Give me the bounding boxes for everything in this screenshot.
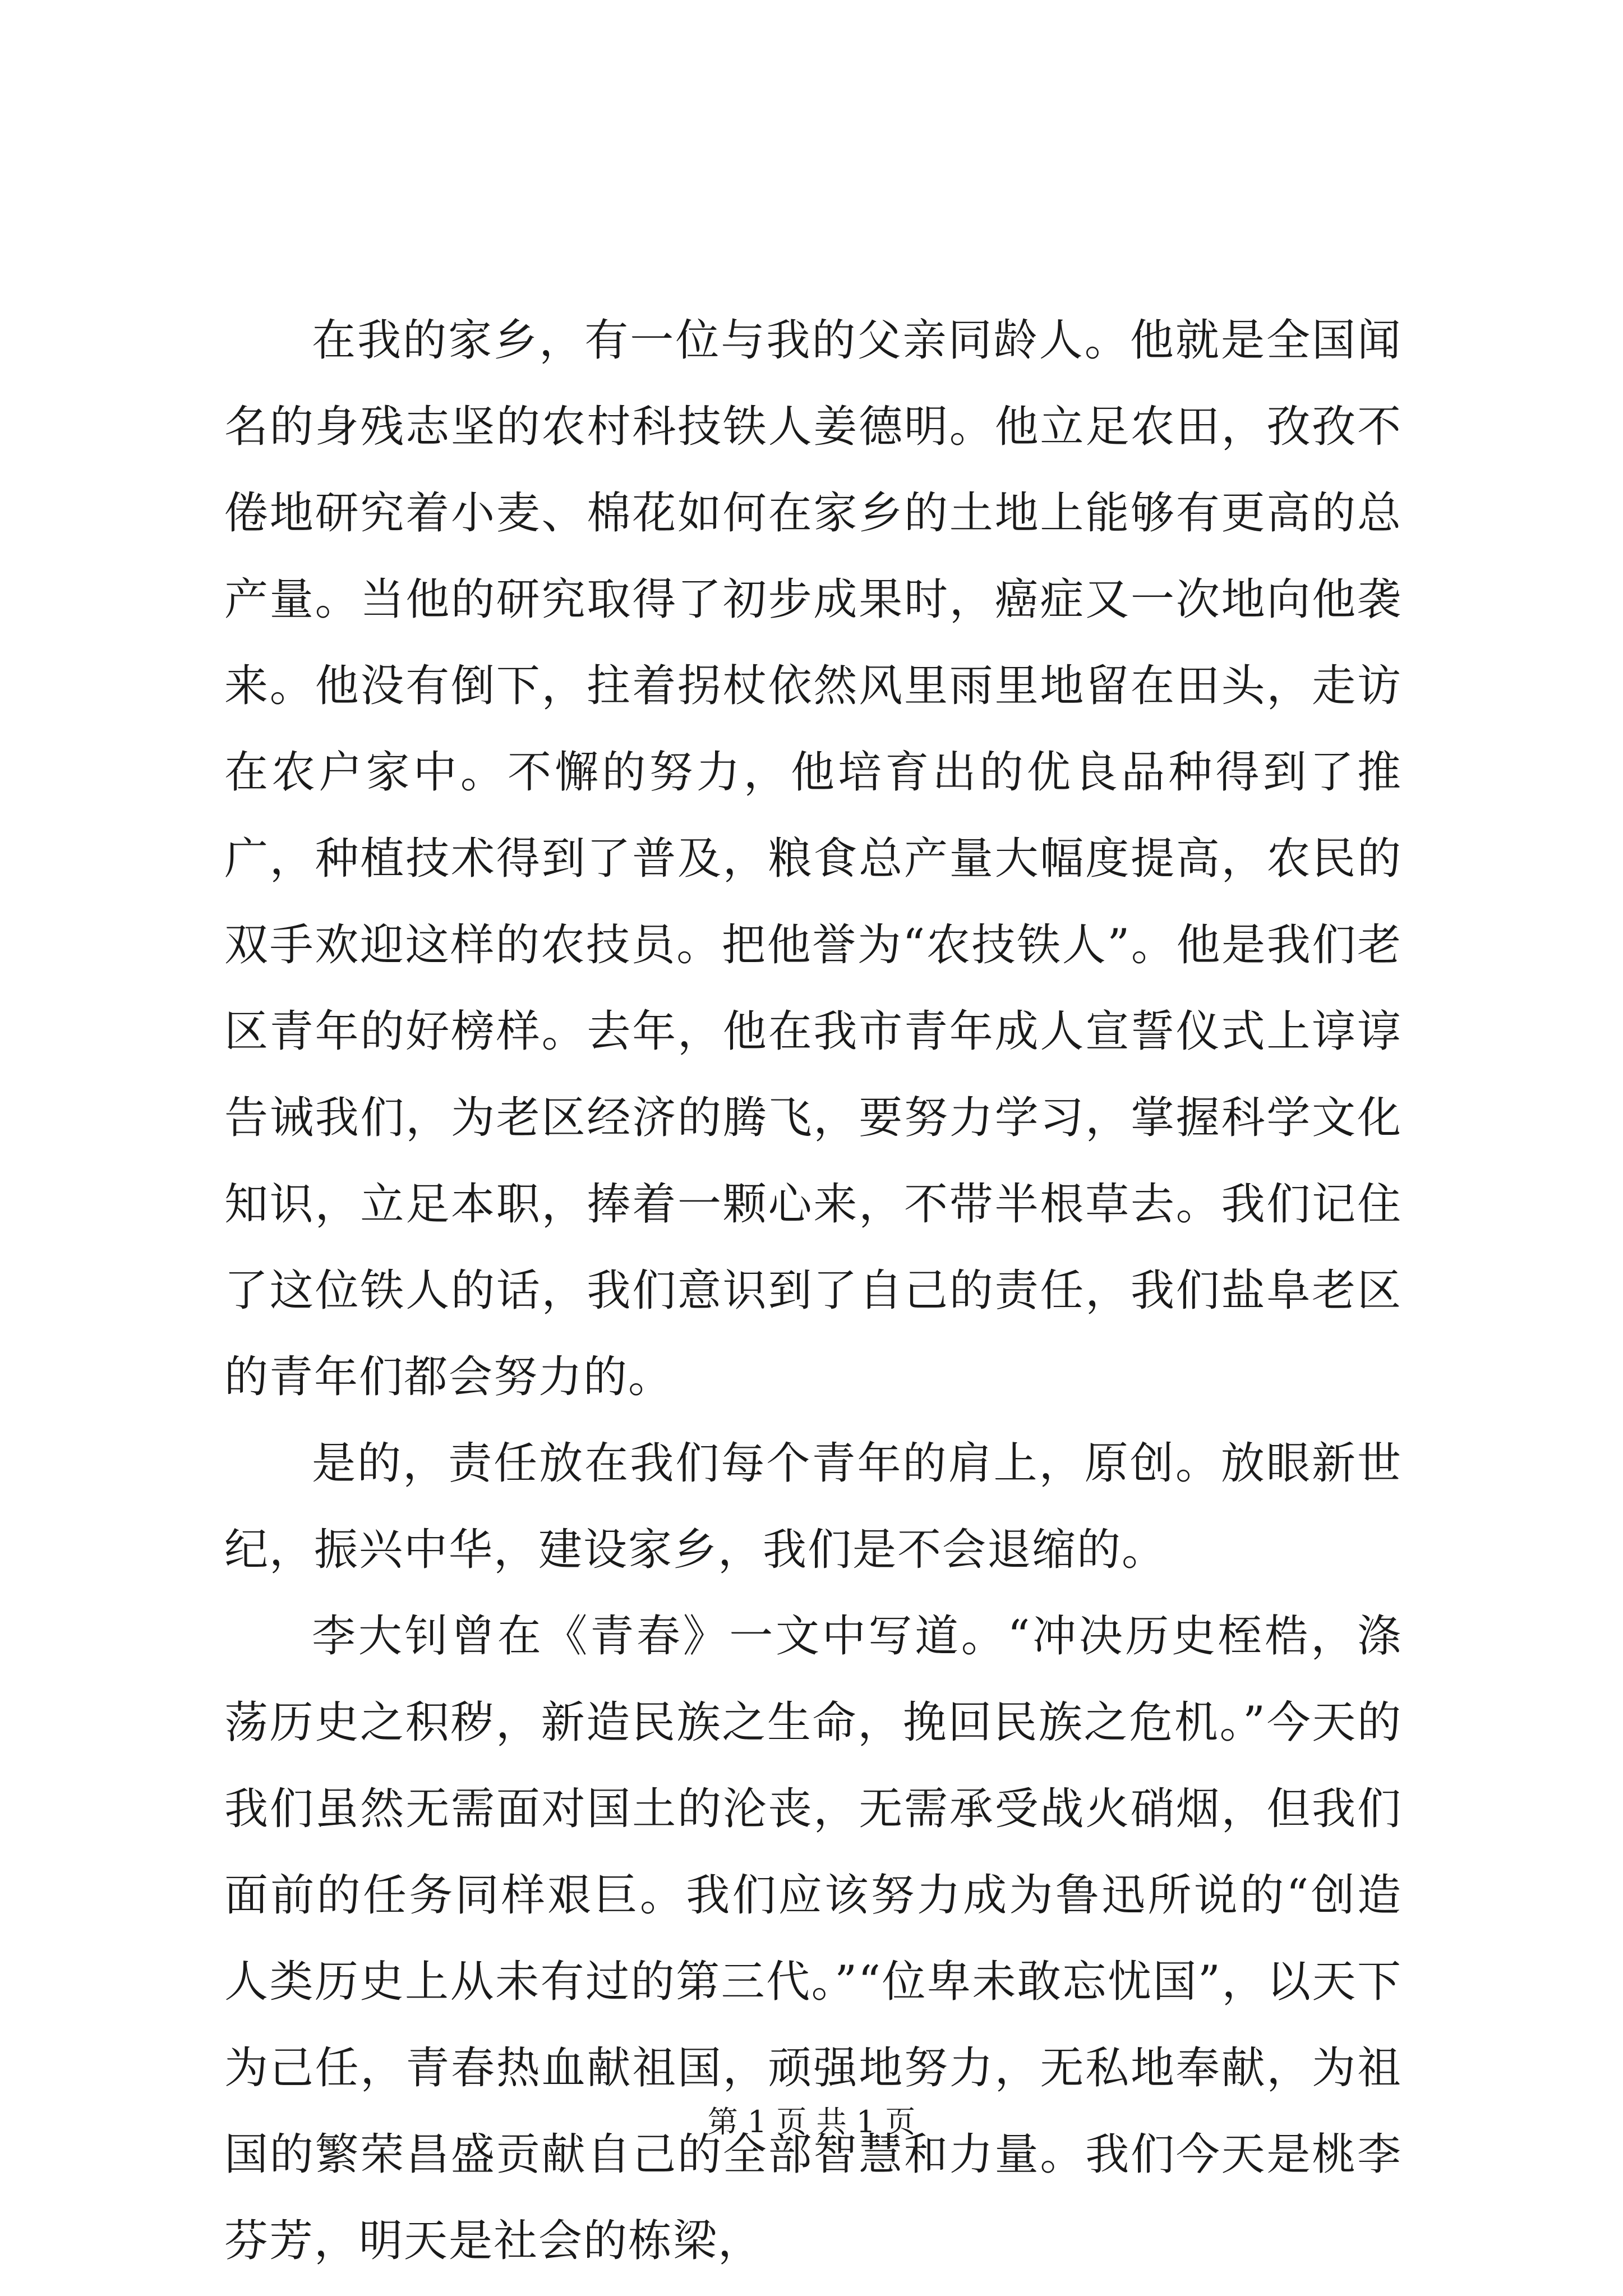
paragraph-1: 在我的家乡，有一位与我的父亲同龄人。他就是全国闻名的身残志坚的农村科技铁人姜德明。他立足农田，孜孜不倦地研究着小麦、棉花如何在家乡的土地上能够有更高的总产量。当他的研究取得了初步成果时，癌症又一次地向他袭来。他没有倒下，拄着拐杖依然风里雨里地留在田头，走访在农户家中。不懈的努力，他培育出的优良品种得到了推广，种植技术得到了普及，粮食总产量大幅度提高，农民的双手欢迎这样的农技员。把他誉为“农技铁人”。他是我们老区青年的好榜样。去年，他在我市青年成人宣誓仪式上谆谆告诫我们，为老区经济的腾飞，要努力学习，掌握科学文化知识，立足本职，捧着一颗心来，不带半根草去。我们记住了这位铁人的话，我们意识到了自己的责任，我们盐阜老区的青年们都会努力的。 xyxy=(224,315,1402,1402)
document-body xyxy=(224,297,1402,2284)
page-footer: 第 1 页 共 1 页 xyxy=(707,2104,916,2139)
paragraph-2: 是的，责任放在我们每个青年的肩上，原创。放眼新世纪，振兴中华，建设家乡，我们是不会退缩的。 xyxy=(224,1438,1402,1575)
paragraph-3: 李大钊曾在《青春》一文中写道。“冲决历史桎梏，涤荡历史之积秽，新造民族之生命，挽回民族之危机。”今天的我们虽然无需面对国土的沦丧，无需承受战火硝烟，但我们面前的任务同样艰巨。我们应该努力成为鲁迅所说的“创造人类历史上从未有过的第三代。”“位卑未敢忘忧国”，以天下为己任，青春热血献祖国，顽强地努力，无私地奉献，为祖国的繁荣昌盛贡献自己的全部智慧和力量。我们今天是桃李芬芳，明天是社会的栋梁， xyxy=(224,1611,1402,2266)
